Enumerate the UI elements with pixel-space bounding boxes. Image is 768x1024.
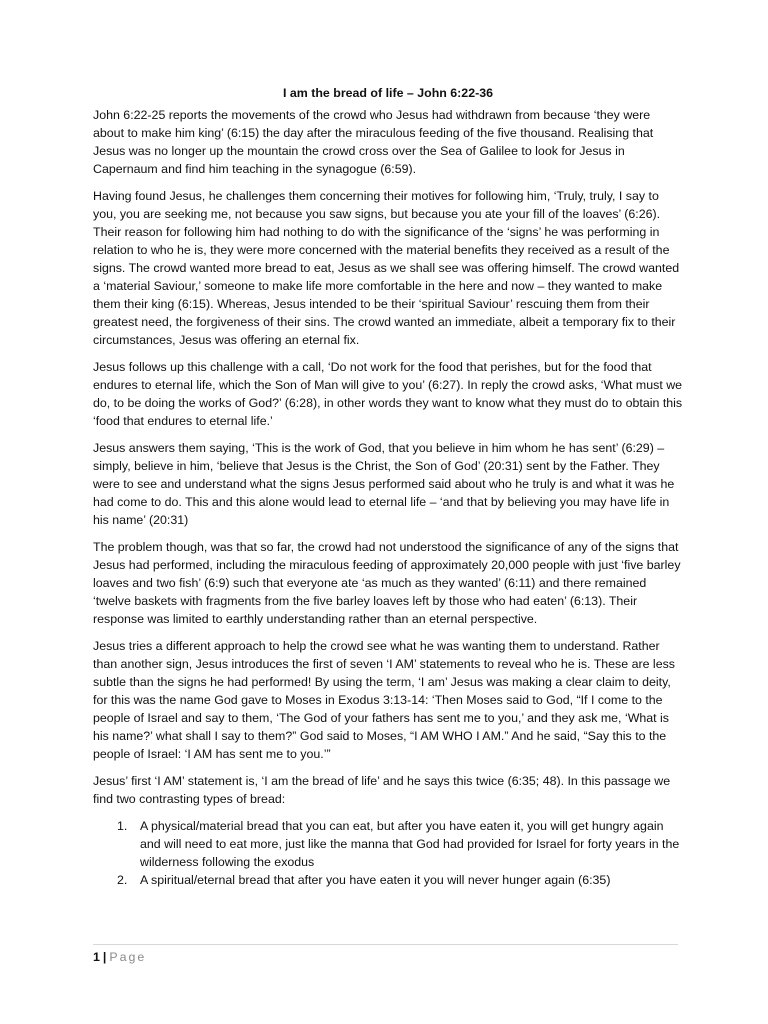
list-item <box>93 817 683 871</box>
paragraph-2: Having found Jesus, he challenges them concerning their motives for following him, ‘Truly, truly, I say to you, you are seeking me, not because you saw signs, but because you ate your fill of the loaves’ (6:26). Their reason for following him had nothing to do with the significance of the ‘signs’ he was performing in relation to who he is, they were more concerned with the material benefits they received as a result of the signs. The crowd wanted more bread to eat, Jesus as we shall see was offering himself. The crowd wanted a ‘material Saviour,’ someone to make life more comfortable in the here and now – they wanted to make them their king (6:15). Whereas, Jesus intended to be their ‘spiritual Saviour’ rescuing them from their greatest need, the forgiveness of their sins. The crowd wanted an immediate, albeit a temporary fix to their circumstances, Jesus was offering an eternal fix. <box>93 189 680 347</box>
footer-divider <box>93 944 678 945</box>
list-item-number: 2. <box>117 873 128 887</box>
page-number: 1 <box>93 950 100 964</box>
list-item-text: A physical/material bread that you can eat, but after you have eaten it, you will get hungry again and will need to eat more, just like the manna that God had provided for Israel for forty years in the wilderness following the exodus <box>140 819 680 869</box>
list-item-text: A spiritual/eternal bread that after you have eaten it you will never hunger again (6:35) <box>140 873 611 887</box>
list-item <box>93 871 683 889</box>
paragraph-4: Jesus answers them saying, ‘This is the work of God, that you believe in him whom he has sent’ (6:29) – simply, believe in him, ‘believe that Jesus is the Christ, the Son of God’ (20:31) sent by the Father. They were to see and understand what the signs Jesus performed said about who he truly is and what it was he had come to do. This and this alone would lead to eternal life – ‘and that by believing you may have life in his name’ (20:31) <box>93 441 675 527</box>
document-title: I am the bread of life – John 6:22-36 <box>282 86 493 100</box>
paragraph-7: Jesus’ first ‘I AM’ statement is, ‘I am the bread of life’ and he says this twice (6:35; 48). In this passage we find two contrasting types of bread: <box>93 774 671 806</box>
paragraph-1: John 6:22-25 reports the movements of the crowd who Jesus had withdrawn from because ‘they were about to make him king’ (6:15) the day after the miraculous feeding of the five thousand. Realising that Jesus was no longer up the mountain the crowd cross over the Sea of Galilee to look for Jesus in Capernaum and find him teaching in the synagogue (6:59). <box>93 108 654 176</box>
page-label: Page <box>109 950 147 964</box>
document-body <box>93 84 683 889</box>
paragraph-6: Jesus tries a different approach to help the crowd see what he was wanting them to understand. Rather than another sign, Jesus introduces the first of seven ‘I AM’ statements to reveal who he is. These are less subtle than the signs he had performed! By using the term, ‘I am’ Jesus was making a clear claim to deity, for this was the name God gave to Moses in Exodus 3:13-14: ‘Then Moses said to God, “If I come to the people of Israel and say to them, ‘The God of your fathers has sent me to you,’ and they ask me, ‘What is his name?’ what shall I say to them?” God said to Moses, “I AM WHO I AM.” And he said, “Say this to the people of Israel: ‘I AM has sent me to you.’” <box>93 639 675 761</box>
paragraph-3: Jesus follows up this challenge with a call, ‘Do not work for the food that perishes, but for the food that endures to eternal life, which the Son of Man will give to you’ (6:27). In reply the crowd asks, ‘What must we do, to be doing the works of God?’ (6:28), in other words they want to know what they must do to obtain this ‘food that endures to eternal life.’ <box>93 360 683 428</box>
paragraph-5: The problem though, was that so far, the crowd had not understood the significance of any of the signs that Jesus had performed, including the miraculous feeding of approximately 20,000 people with just ‘five barley loaves and two fish’ (6:9) such that everyone ate ‘as much as they wanted’ (6:11) and there remained ‘twelve baskets with fragments from the five barley loaves left by those who had eaten’ (6:13). Their response was limited to earthly understanding rather than an eternal perspective. <box>93 540 681 626</box>
bread-types-list <box>93 817 683 889</box>
page-footer <box>93 948 146 966</box>
footer-separator: | <box>102 950 107 964</box>
list-item-number: 1. <box>117 819 128 833</box>
